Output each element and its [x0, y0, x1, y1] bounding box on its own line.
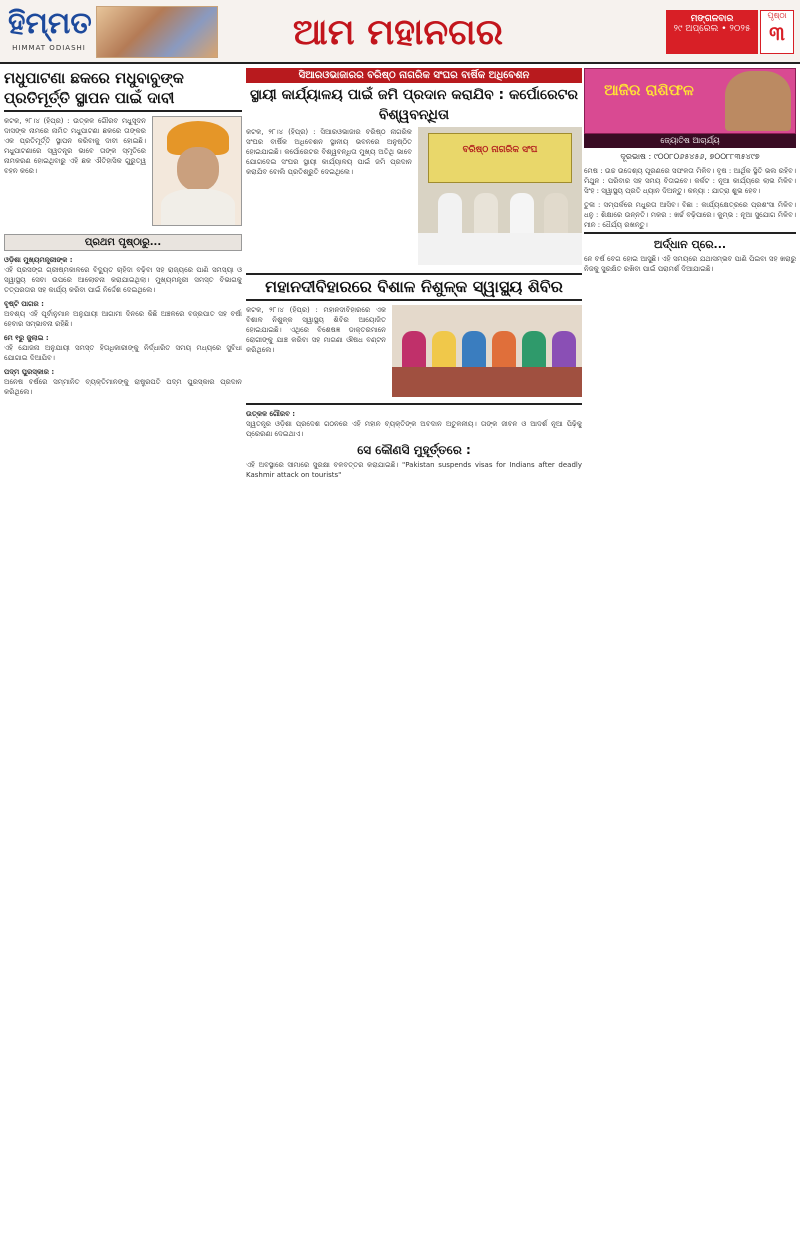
divider — [584, 232, 796, 234]
photo-banner — [428, 133, 572, 183]
center-sub2: ସେ କୌଣସି ମୁହୂର୍ତ୍ତରେ : — [357, 443, 471, 457]
meeting-photo — [418, 127, 582, 265]
horoscope-banner — [584, 68, 796, 134]
page-number: ୩ — [769, 21, 785, 45]
center-body2: କଟକ, ୨୮।୪ (ହିପ୍ର) : ମହାନଦୀବିହାରରେ ଏକ ବିଶାଳ ନିଶୁଳ୍କ ସ୍ୱାସ୍ଥ୍ୟ ଶିବିର ଆୟୋଜିତ ହୋଇଯାଇଛି। ଏଥିରେ ବିଶେଷଜ୍ଞ ଡାକ୍ତରମାନେ ରୋଗୀଙ୍କୁ ଯାଞ୍ଚ କରିବା ସହ ମାଗଣା ଔଷଧ ବଣ୍ଟନ କରିଥିଲେ। — [246, 306, 386, 354]
divider — [246, 403, 582, 405]
center-headline2: ମହାନଦୀବିହାରରେ ବିଶାଳ ନିଶୁଳ୍କ ସ୍ୱାସ୍ଥ୍ୟ ଶିବିର — [246, 273, 582, 301]
left-headline: ମଧୁପାଟଣା ଛକରେ ମଧୁବାବୁଙ୍କ ପ୍ରତିମୂର୍ତ୍ତି ସ୍ଥାପନ ପାଇଁ ଦାବୀ — [4, 69, 184, 107]
floor-shape — [392, 367, 582, 397]
city-montage-image — [96, 6, 218, 58]
right-column — [584, 68, 796, 1254]
left-body5: ଅନେଷ ବର୍ଷରେ ସମ୍ମାନିତ ବ୍ୟକ୍ତିମାନଙ୍କୁ ରାଷ୍ଟ୍ରପତି ପଦ୍ମ ପୁରସ୍କାର ପ୍ରଦାନ କରିଥିଲେ। — [4, 378, 242, 396]
phone-numbers: ଦୂରଭାଷ : ୯୦୦୮୦୬୫୪୫୬, ୭୦୦୮୮୩୫୪୯୭ — [620, 152, 760, 161]
center-body4: ଏହି ଅବସ୍ଥାରେ ସୀମାରେ ସୁରକ୍ଷା ବଳବତ୍ତର କରାଯାଇଛି। "Pakistan suspends visas for Indians after deadly Kashmir attack on tourists" — [246, 461, 582, 479]
right-sub1: ଅର୍ଦ୍ଧାନ ପ୍ରେ... — [653, 238, 727, 251]
date: ୨୯ ଅପ୍ରେଲ • ୨୦୨୫ — [673, 24, 751, 34]
group-photo — [392, 305, 582, 397]
left-sub1: ଓଡ଼ିଶା ମୁଖ୍ୟମନ୍ତ୍ରୀଙ୍କ : — [4, 256, 73, 264]
center-sub1: ଉତ୍କଳ ଗୌରବ : — [246, 410, 296, 418]
face-shape — [177, 147, 219, 191]
coat-shape — [161, 189, 235, 226]
section-band: ପ୍ରଥମ ପୃଷ୍ଠାରୁ... — [4, 234, 242, 251]
center-body3: ସ୍ୱତନ୍ତ୍ର ଓଡ଼ିଶା ପ୍ରଦେଶ ଗଠନରେ ଏହି ମହାନ ବ୍ୟକ୍ତିଙ୍କ ଅବଦାନ ଅତୁଳନୀୟ। ତାଙ୍କ ଜୀବନ ଓ ଆଦର୍ଶ ନୂଆ ପିଢ଼ିକୁ ପ୍ରେରଣା ଦେଇଥାଏ। — [246, 420, 582, 438]
date-box — [666, 10, 758, 54]
center-headline1: ସ୍ଥାୟୀ କାର୍ଯ୍ୟାଳୟ ପାଇଁ ଜମି ପ୍ରଦାନ କରାଯିବ : କର୍ପୋରେଟର ବିଶ୍ୱବନ୍ଧିତା — [250, 87, 578, 123]
astrologer-name: ଜ୍ୟୋତିଷ ଆଚାର୍ଯ୍ୟ — [584, 134, 796, 148]
center-kicker: ସିଆରଓଭାଜାରର ବରିଷ୍ଠ ନାଗରିକ ସଂଘର ବାର୍ଷିକ ଅଧିବେଶନ — [246, 68, 582, 83]
logo-text: ହିମ୍ମତ — [8, 6, 92, 41]
logo-subtext: HIMMAT ODIASHI — [12, 44, 86, 52]
left-column — [4, 68, 242, 1254]
left-sub2: ବୃଷ୍ଟି ପାଗର : — [4, 300, 44, 308]
left-body: କଟକ, ୨୮।୪ (ହିପ୍ର) : ଉତ୍କଳ ଗୌରବ ମଧୁସୂଦନ ଦାସଙ୍କ ନାମରେ ନାମିତ ମଧୁପାଟଣା ଛକରେ ତାଙ୍କର ଏକ ପ୍ରତିମୂର୍ତ୍ତି ସ୍ଥାପନ କରିବାକୁ ଦାବୀ ହୋଇଛି। ମଧୁପାଟଣାରେ ସ୍ୱତନ୍ତ୍ର ଭାବେ ତାଙ୍କ ସ୍ମୃତିରେ ନାମକରଣ ହୋଇଥିବାରୁ ଏହି ଛକ ଐତିହାସିକ ଗୁରୁତ୍ୱ ବହନ କରେ। — [4, 117, 146, 175]
right-body2: ତୁଳା : ସମ୍ପର୍କରେ ମଧୁରତା ଆସିବ। ବିଛା : କାର୍ଯ୍ୟକ୍ଷେତ୍ରରେ ପ୍ରଶଂସା ମିଳିବ। ଧନୁ : ଶିକ୍ଷାରେ ଉନ୍ନତି। ମକର : ଖର୍ଚ୍ଚ ବଢ଼ିପାରେ। କୁମ୍ଭ : ନୂଆ ସୁଯୋଗ ମିଳିବ। ମୀନ : ଧୈର୍ଯ୍ୟ ରଖନ୍ତୁ। — [584, 201, 796, 229]
left-body4: ଏହି ଯୋଜନା ଅନୁଯାୟୀ ସମସ୍ତ ହିତାଧିକାରୀଙ୍କୁ ନିର୍ଦ୍ଧାରିତ ସମୟ ମଧ୍ୟରେ ସୁବିଧା ଯୋଗାଇ ଦିଆଯିବ। — [4, 344, 242, 362]
logo — [8, 4, 90, 60]
divider — [4, 110, 242, 112]
masthead — [0, 0, 800, 64]
photo-banner-text: ବରିଷ୍ଠ ନାଗରିକ ସଂଘ — [462, 145, 538, 155]
center-body1: କଟକ, ୨୮।୪ (ହିପ୍ର) : ସିଆରଓଭାଜାର ବରିଷ୍ଠ ନାଗରିକ ସଂଘର ବାର୍ଷିକ ଅଧିବେଶନ ସ୍ଥାନୀୟ ଭବନରେ ଅନୁଷ୍ଠିତ ହୋଇଯାଇଛି। କର୍ପୋରେଟର ବିଶ୍ୱବନ୍ଧିତା ମୁଖ୍ୟ ଅତିଥି ଭାବେ ଯୋଗଦେଇ ସଂଘର ସ୍ଥାୟୀ କାର୍ଯ୍ୟାଳୟ ପାଇଁ ଜମି ପ୍ରଦାନ କରାଯିବ ବୋଲି ପ୍ରତିଶ୍ରୁତି ଦେଇଥିଲେ। — [246, 128, 412, 176]
page-number-box — [760, 10, 794, 54]
section-title: ଆମ ମହାନଗର — [292, 11, 504, 53]
right-body3: ନେ ବର୍ଷ ବେଗ ହୋଇ ଆସୁଛି। ଏହି ସମୟରେ ଯଥାସମ୍ଭବ ପାଣି ପିଇବା ସହ ଖରାରୁ ନିଜକୁ ସୁରକ୍ଷିତ ରଖିବା ପାଇଁ ପରାମର୍ଶ ଦିଆଯାଇଛି। — [584, 255, 796, 273]
weekday: ମଙ୍ଗଳବାର — [690, 14, 734, 24]
table-shape — [418, 233, 582, 265]
center-column — [246, 68, 582, 1254]
horoscope-title: ଆଜିର ରାଶିଫଳ — [604, 81, 694, 99]
right-body1: ମେଷ : ଉଚ୍ଚ ଉଦ୍ଦେଶ୍ୟ ପୂରଣରେ ସଫଳତା ମିଳିବ। ବୃଷ : ଆର୍ଥିକ ସ୍ଥିତି ଭଲ ରହିବ। ମିଥୁନ : ପରିବାର ସହ ସମୟ ବିତାଇବେ। କର୍କଟ : ନୂଆ କାର୍ଯ୍ୟରେ ଲାଭ ମିଳିବ। ସିଂହ : ସ୍ୱାସ୍ଥ୍ୟ ପ୍ରତି ଧ୍ୟାନ ଦିଅନ୍ତୁ। କନ୍ୟା : ଯାତ୍ରା ଶୁଭ ହେବ। — [584, 167, 796, 195]
left-body2: ଏହି ପ୍ରସଙ୍ଗ ଗ୍ରୀଷ୍ମକାଳରେ ବିଦ୍ୟୁତ ଚାହିଦା ବଢ଼ିବା ସହ ରାଜ୍ୟରେ ପାଣି ସମସ୍ୟା ଓ ସ୍ୱାସ୍ଥ୍ୟ ସେବା ଉପରେ ଆଲୋଚନା କରାଯାଇଥିଲା। ମୁଖ୍ୟମନ୍ତ୍ରୀ ସମସ୍ତ ବିଭାଗକୁ ତତ୍ପରତାର ସହ କାର୍ଯ୍ୟ କରିବା ପାଇଁ ନିର୍ଦ୍ଦେଶ ଦେଇଥିଲେ। — [4, 266, 242, 294]
astrologer-photo — [725, 71, 791, 131]
left-sub4: ପଦ୍ମ ପୁରସ୍କାର : — [4, 368, 55, 376]
page-label: ପୃଷ୍ଠା — [767, 11, 787, 20]
portrait-photo — [152, 116, 242, 226]
left-sub3: ମେ ୧ରୁ ଜୁଲାଇ : — [4, 334, 49, 342]
left-body3: ଅବଶ୍ୟ ଏହି ପୂର୍ବାନୁମାନ ଅନୁଯାୟୀ ଆଗାମୀ ଦିନରେ କିଛି ଅଞ୍ଚଳରେ ବଜ୍ରପାତ ସହ ବର୍ଷା ହେବାର ସମ୍ଭାବନା ରହିଛି। — [4, 310, 242, 328]
